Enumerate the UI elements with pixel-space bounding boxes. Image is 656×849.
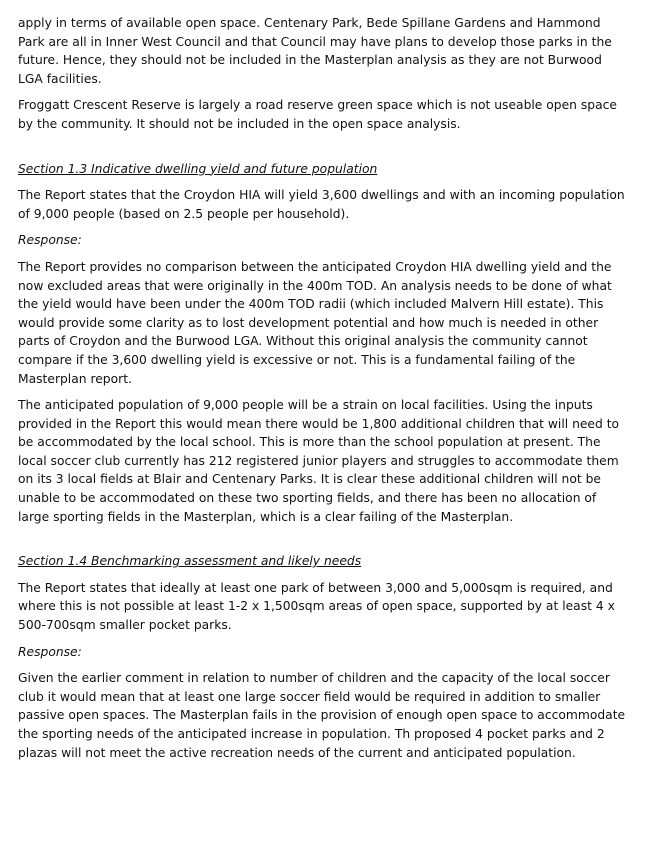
section-1-4-statement: The Report states that ideally at least one park of between 3,000 and 5,000sqm is required, and where this is not possible at least 1-2 x 1,500sqm areas of open space, supported by at least 4 x 500-700sqm smaller pocket parks. bbox=[18, 580, 615, 633]
section-1-4-heading: Section 1.4 Benchmarking assessment and likely needs bbox=[18, 554, 362, 569]
document-page bbox=[18, 14, 630, 770]
paragraph-inner-west-parks: apply in terms of available open space. Centenary Park, Bede Spillane Gardens and Hammond Park are all in Inner West Council and that Council may have plans to develop those parks in the future. Hence, they should not be included in the Masterplan analysis as they are not Burwood LGA facilities. bbox=[18, 16, 612, 86]
section-1-3-response-paragraph-2: The anticipated population of 9,000 people will be a strain on local facilities. Using the inputs provided in the Report this would mean there would be 1,800 additional children that will need to be accommodated by the local school. This is more than the school population at present. The local soccer club currently has 212 registered junior players and struggles to accommodate them on its 3 local fields at Blair and Centenary Parks. It is clear these additional children will not be unable to be accommodated on these two sporting fields, and there has been no allocation of large sporting fields in the Masterplan, which is a clear failing of the Masterplan. bbox=[18, 398, 620, 524]
section-1-4-response-label: Response: bbox=[18, 644, 82, 659]
section-1-4-response-paragraph-1: Given the earlier comment in relation to number of children and the capacity of the local soccer club it would mean that at least one large soccer field would be required in addition to smaller passive open spaces. The Masterplan fails in the provision of enough open space to accommodate the sporting needs of the anticipated increase in population. Th proposed 4 pocket parks and 2 plazas will not meet the active recreation needs of the current and anticipated population. bbox=[18, 671, 626, 760]
section-1-3-response-label: Response: bbox=[18, 233, 82, 248]
section-1-3-heading: Section 1.3 Indicative dwelling yield and future population bbox=[18, 161, 378, 176]
paragraph-froggatt-reserve: Froggatt Crescent Reserve is largely a road reserve green space which is not useable open space by the community. It should not be included in the open space analysis. bbox=[18, 98, 617, 131]
section-1-3-statement: The Report states that the Croydon HIA will yield 3,600 dwellings and with an incoming population of 9,000 people (based on 2.5 people per household). bbox=[18, 188, 625, 221]
section-1-3-response-paragraph-1: The Report provides no comparison between the anticipated Croydon HIA dwelling yield and the now excluded areas that were originally in the 400m TOD. An analysis needs to be done of what the yield would have been under the 400m TOD radii (which included Malvern Hill estate). This would provide some clarity as to lost development potential and how much is needed in other parts of Croydon and the Burwood LGA. Without this original analysis the community cannot compare if the 3,600 dwelling yield is excessive or not. This is a fundamental failing of the Masterplan report. bbox=[18, 259, 612, 386]
